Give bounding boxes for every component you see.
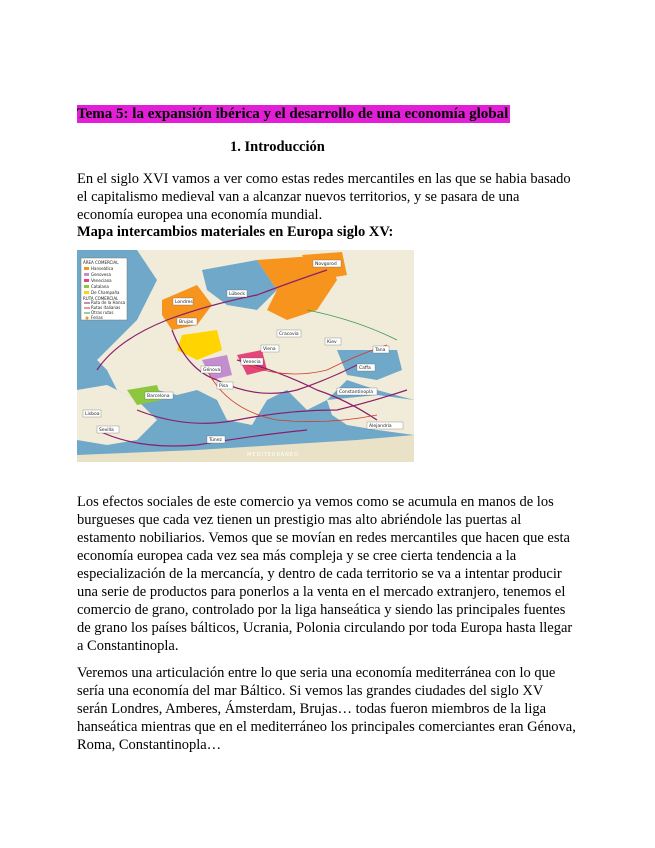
paragraph-3: Veremos una articulación entre lo que seria una economía mediterránea con lo que sería una economía del mar Báltico. Si vemos las grandes ciudades del siglo XV serán Londres, Amberes, Ámsterdam, Brujas… todas fueron miembros de la liga hanseática mientras que en el mediterráneo los principales comerciantes eran Génova, Roma, Constantinopla… — [77, 665, 576, 753]
legend-item-hanseatic: Hanseática — [91, 266, 114, 271]
map-label-seville: Sevilla — [99, 428, 114, 433]
map-label-tunis: Túnez — [209, 438, 222, 443]
map-label-novgorod: Novgorod — [315, 262, 337, 267]
map-label-krakow: Cracovia — [279, 332, 299, 337]
legend-item-catalan: Catalana — [91, 284, 109, 289]
map-heading: Mapa intercambios materiales en Europa siglo XV: — [77, 224, 394, 240]
legend-item-genoese: Genovesa — [91, 272, 111, 277]
trade-map-image — [77, 250, 414, 462]
map-label-pisa: Pisa — [219, 384, 228, 389]
section-heading: 1. Introducción — [230, 139, 325, 155]
map-sea-label: MEDITERRÁNEO — [247, 452, 300, 458]
map-label-venice: Venecia — [243, 360, 261, 365]
legend-item-champagne: De Champaña — [91, 290, 120, 295]
legend-route-hansa: Ruta de la Hansa — [91, 300, 126, 305]
legend-item-venetian: Veneciana — [91, 278, 112, 283]
map-label-caffa: Caffa — [359, 366, 371, 371]
map-label-tana: Tana — [375, 348, 386, 353]
legend-title: ÁREA COMERCIAL — [83, 260, 119, 265]
map-label-constantinople: Constantinopla — [339, 390, 373, 395]
document-title: Tema 5: la expansión ibérica y el desarrollo de una economía global — [77, 106, 509, 122]
map-legend — [81, 258, 127, 320]
legend-route-fairs: Ferias — [91, 315, 103, 320]
map-label-kiev: Kiev — [327, 340, 337, 345]
paragraph-2: Los efectos sociales de este comercio ya vemos como se acumula en manos de los burgueses que cada vez tienen un prestigio mas alto abriéndole las puertas al estamento nobiliarios. Vemos que se movían en redes mercantiles que hacen que esta economía europea cada vez sea más compleja y se cree cierta tendencia a la especialización de la mercancía, y dentro de cada territorio se va a intentar producir una serie de productos para ponerlos a la venta en el mercado extranjero, tenemos el comercio de grano, controlado por la liga hanseática y siendo las principales fuentes de grano los países bálticos, Ucrania, Polonia circulando por toda Europa hasta llegar a Constantinopla. — [77, 494, 573, 654]
map-label-alexandria: Alejandría — [369, 424, 392, 429]
map-label-lisbon: Lisboa — [85, 412, 100, 417]
intro-paragraph: En el siglo XVI vamos a ver como estas redes mercantiles en las que se habia basado el capitalismo medieval van a alcanzar nuevos territorios, y se pasara de una economía europea una economía mundial. — [77, 171, 571, 223]
map-label-genoa: Génova — [203, 368, 221, 373]
legend-routes-title: RUTA COMERCIAL — [83, 296, 119, 301]
legend-route-italian: Rutas italianas — [91, 305, 121, 310]
map-label-london: Londres — [175, 300, 193, 305]
map-label-lubeck: Lübeck — [229, 292, 245, 297]
map-label-barcelona: Barcelona — [147, 394, 170, 399]
legend-route-other: Otras rutas — [91, 310, 114, 315]
map-label-bruges: Brujas — [179, 320, 194, 325]
map-label-vienna: Viena — [263, 347, 276, 352]
